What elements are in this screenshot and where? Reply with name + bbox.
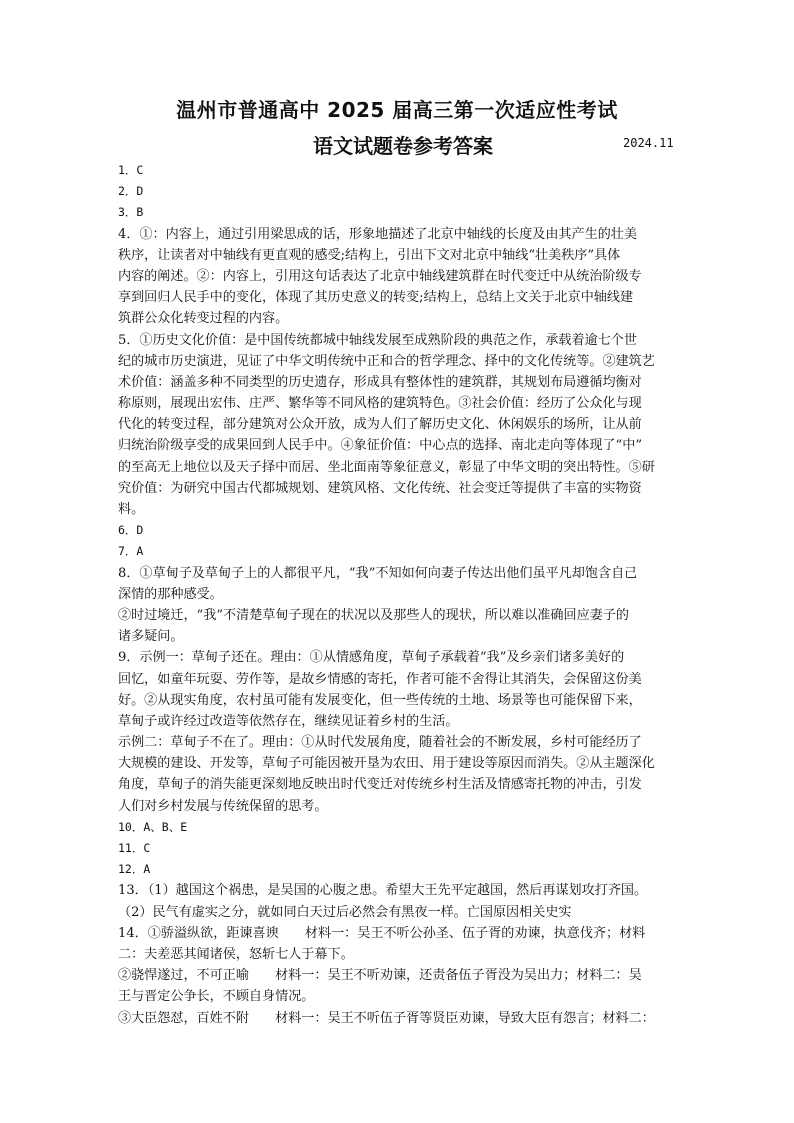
answer-text-line: 13．（1）越国这个祸患，是吴国的心腹之患。希望大王先平定越国，然后再谋划攻打齐国。 xyxy=(118,883,648,899)
answer-choice-line: 6．D xyxy=(118,523,144,538)
answer-text-line: ②时过境迁，“我”不清楚草甸子现在的状况以及那些人的现状，所以难以准确回应妻子的 xyxy=(118,607,629,623)
answer-text-line: 王与晋定公争长，不顾自身情况。 xyxy=(118,989,315,1005)
answer-text-line: 称原则，展现出宏伟、庄严、繁华等不同风格的建筑特色。③社会价值：经历了公众化与现 xyxy=(118,396,642,412)
answer-text-line: 深情的那种感受。 xyxy=(118,586,223,602)
answer-text-line: 人们对乡村发展与传统保留的思考。 xyxy=(118,798,328,814)
answer-text-line: 草甸子或许经过改造等依然存在，继续见证着乡村的生活。 xyxy=(118,713,459,729)
answer-text-line: （2）民气有虚实之分，就如同白天过后必然会有黑夜一样。亡国原因相关史实 xyxy=(118,904,572,920)
answer-text-line: 9．示例一：草甸子还在。理由：①从情感角度，草甸子承载着“我”及乡亲们诸多美好的 xyxy=(118,650,625,666)
answer-text-line: 示例二：草甸子不在了。理由：①从时代发展角度，随着社会的不断发展，乡村可能经历了 xyxy=(118,735,642,751)
answer-text-line: 二：夫差恶其闻诸侯，怒斩七人于幕下。 xyxy=(118,946,354,962)
answer-text-line: 术价值：涵盖多种不同类型的历史遗存，形成具有整体性的建筑群，其规划布局遵循均衡对 xyxy=(118,374,642,390)
answer-text-line: 5．①历史文化价值：是中国传统都城中轴线发展至成熟阶段的典范之作，承载着逾七个世 xyxy=(118,332,637,348)
answer-text-line: 14．①骄溢纵欲，距谏喜谀 材料一：吴王不听公孙圣、伍子胥的劝谏，执意伐齐；材料 xyxy=(118,925,646,941)
answer-text-line: 大规模的建设、开发等，草甸子可能因被开垦为农田、用于建设等原因而消失。②从主题深化 xyxy=(118,756,655,772)
answer-text-line: 究价值：为研究中国古代都城规划、建筑风格、文化传统、社会变迁等提供了丰富的实物资 xyxy=(118,480,642,496)
answer-text-line: 归统治阶级享受的成果回到人民手中。④象征价值：中心点的选择、南北走向等体现了“中” xyxy=(118,438,643,454)
answer-choice-line: 2．D xyxy=(118,184,144,199)
answer-text-line: 代化的转变过程，部分建筑对公众开放，成为人们了解历史文化、休闲娱乐的场所，让从前 xyxy=(118,417,642,433)
answer-choice-line: 1．C xyxy=(118,163,144,177)
answer-text-line: 秩序，让读者对中轴线有更直观的感受;结构上，引出下文对北京中轴线“壮美秩序”具体 xyxy=(118,247,621,263)
answer-text-line: 好。②从现实角度，农村虽可能有发展变化，但一些传统的土地、场景等也可能保留下来， xyxy=(118,692,642,708)
page-subtitle: 语文试题卷参考答案 xyxy=(313,134,493,158)
answer-text-line: 享到回归人民手中的变化，体现了其历史意义的转变;结构上，总结上文关于北京中轴线建 xyxy=(118,290,634,306)
answer-choice-line: 11．C xyxy=(118,841,151,855)
answer-text-line: 4．①：内容上，通过引用梁思成的话，形象地描述了北京中轴线的长度及由其产生的壮美 xyxy=(118,226,637,242)
answer-text-line: 纪的城市历史演进，见证了中华文明传统中正和合的哲学理念、择中的文化传统等。②建筑艺 xyxy=(118,353,655,369)
answer-choice-line: 7．A xyxy=(118,544,144,559)
answer-text-line: 回忆，如童年玩耍、劳作等，是故乡情感的寄托，作者可能不舍得让其消失，会保留这份美 xyxy=(118,671,642,687)
answer-choice-line: 3．B xyxy=(118,205,144,220)
exam-date: 2024.11 xyxy=(623,136,674,150)
answer-text-line: 诸多疑问。 xyxy=(118,629,184,645)
answer-text-line: 8．①草甸子及草甸子上的人都很平凡，“我”不知如何向妻子传达出他们虽平凡却饱含自己 xyxy=(118,565,638,581)
answer-text-line: 内容的阐述。②：内容上，引用这句话表达了北京中轴线建筑群在时代变迁中从统治阶级专 xyxy=(118,268,642,284)
answer-text-line: 的至高无上地位以及天子择中而居、坐北面南等象征意义，彰显了中华文明的突出特性。⑤研 xyxy=(118,459,655,475)
answer-text-line: ③大臣怨怼，百姓不附 材料一：吴王不听伍子胥等贤臣劝谏，导致大臣有怨言；材料二： xyxy=(118,1010,655,1026)
answer-list xyxy=(118,160,678,1029)
answer-choice-line: 10．A、B、E xyxy=(118,819,188,834)
answer-text-line: ②骁悍遂过，不可正喻 材料一：吴王不听劝谏，还责备伍子胥没为吴出力；材料二：吴 xyxy=(118,968,642,984)
answer-text-line: 筑群公众化转变过程的内容。 xyxy=(118,311,289,327)
answer-choice-line: 12．A xyxy=(118,862,151,877)
page-title: 温州市普通高中 2025 届高三第一次适应性考试 xyxy=(176,98,618,122)
answer-text-line: 角度，草甸子的消失能更深刻地反映出时代变迁对传统乡村生活及情感寄托物的冲击，引发 xyxy=(118,777,642,793)
answer-text-line: 料。 xyxy=(118,502,145,517)
